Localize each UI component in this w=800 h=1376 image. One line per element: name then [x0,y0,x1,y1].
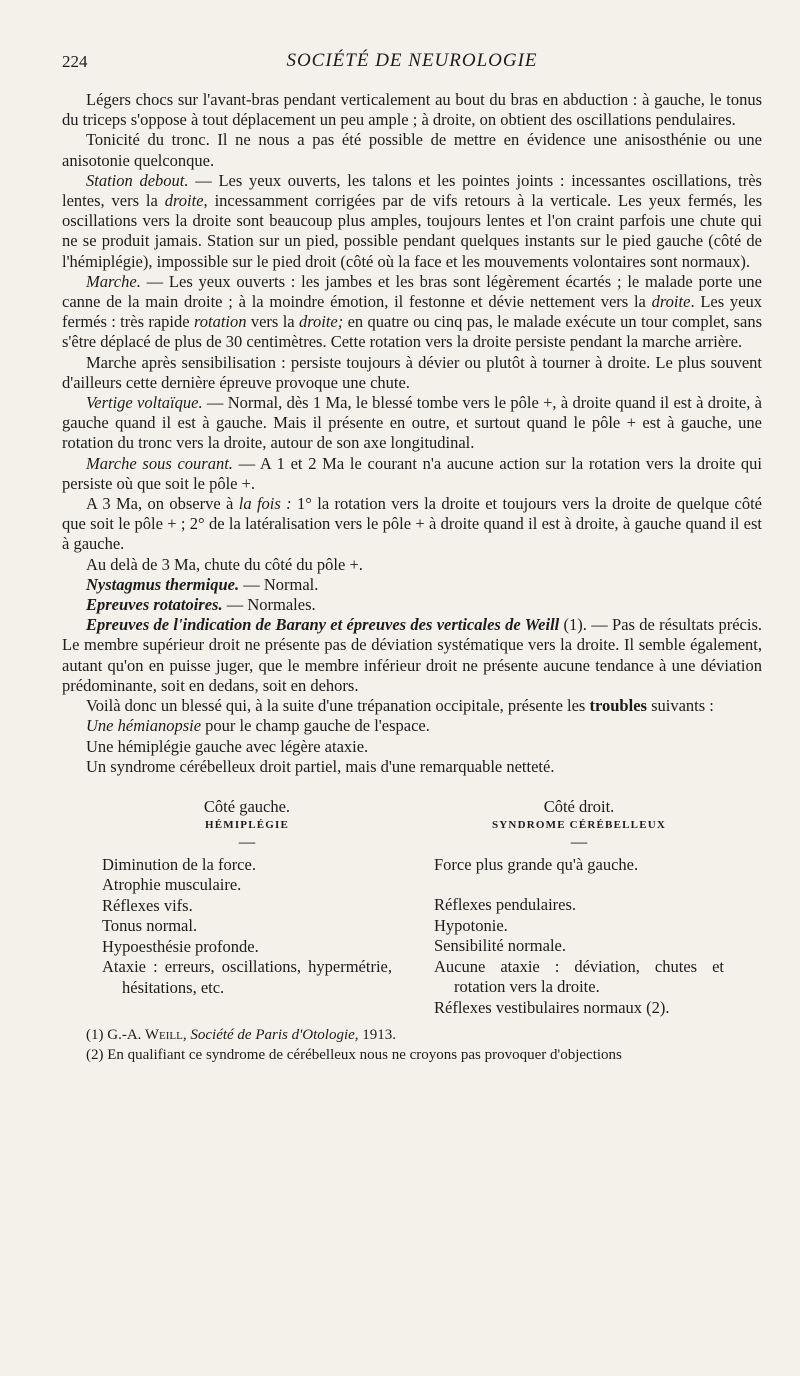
running-header [62,46,762,76]
right-column [434,797,724,1019]
body-text [62,90,762,777]
list-item: Tonus normal. [102,916,198,936]
page-number: 224 [62,52,88,71]
list-item: Réflexes vestibulaires normaux (2). [434,997,670,1017]
list-item: Sensibilité normale. [434,936,566,956]
list-item: Réflexes pendulaires. [434,895,577,915]
list-item: Force plus grande qu'à gauche. [434,854,639,874]
document-page [62,46,762,1065]
left-column [102,797,392,1019]
section-lead: Epreuves rotatoires. [86,595,223,615]
list-item: Ataxie : erreurs, oscillations, hypermétrie, hésitations, etc. [102,957,392,997]
footnote-1: (1) G.-A. Weill, Société de Paris d'Otologie, 1913. [86,1027,397,1044]
list-item: Hypotonie. [434,915,508,935]
list-item: Atrophie musculaire. [102,875,242,895]
paragraph-chute: Au delà de 3 Ma, chute du côté du pôle +. [86,554,363,574]
section-lead: Marche. [86,271,141,291]
paragraph-station-debout: Station debout. — Les yeux ouverts, les talons et les pointes joints : incessantes oscillations, très lentes, vers la droite, incessamment corrigées par de vifs retours à la verticale. Les yeux fermés, les oscillations vers la droite sont beaucoup plus amples, toujours lentes et l'on craint parfois une chute qui ne se produit jamais. Station sur un pied, possible pendant quelques instants sur le pied gauche (côté de l'hémiplégie), impossible sur le pied droit (côté où la face et les mouvements volontaires sont normaux). [62,170,762,271]
list-item: Hypoesthésie profonde. [102,936,259,956]
paragraph-hemiplegie: Une hémiplégie gauche avec légère ataxie. [86,736,369,756]
section-lead: Vertige voltaïque. [86,393,203,413]
footnotes [86,1026,762,1065]
paragraph-chocs: Légers chocs sur l'avant-bras pendant verticalement au bout du bras en abduction : à gauche, le tonus du triceps s'oppose à tout déplacement un peu ample ; à droite, on obtient des oscillations pendulaires. [62,90,762,130]
paragraph-rotatoires: Epreuves rotatoires. — Normales. [86,595,316,615]
journal-title: SOCIÉTÉ DE NEUROLOGIE [286,50,538,71]
left-column-heading: Côté gauche. [203,796,291,816]
paragraph-tonicite: Tonicité du tronc. Il ne nous a pas été possible de mettre en évidence une anisosthénie ou une anisotonie quelconque. [62,130,762,170]
paragraph-marche: Marche. — Les yeux ouverts : les jambes et les bras sont légèrement écartés ; le malade porte une canne de la main droite ; à la moindre émotion, il festonne et dévie nettement vers la droite. Les yeux fermés : très rapide rotation vers la droite; en quatre ou cinq pas, le malade exécute un tour complet, sans s'être déplacé de plus de 30 centimètres. Cette rotation vers la droite persiste pendant la marche arrière. [62,271,762,352]
paragraph-3ma: A 3 Ma, on observe à la fois : 1° la rotation vers la droite et toujours vers la droite de quelque côté que soit le pôle + ; 2° de la latéralisation vers le pôle + à droite quand il est à droite, à gauche quand il est à gauche. [62,494,763,554]
left-column-list [102,855,392,999]
paragraph-syndrome: Un syndrome cérébelleux droit partiel, mais d'une remarquable netteté. [86,756,555,776]
comparison-columns [62,797,762,1019]
paragraph-marche-courant: Marche sous courant. — A 1 et 2 Ma le courant n'a aucune action sur la rotation vers la droite qui persiste où que soit le pôle +. [62,453,763,493]
right-column-heading: Côté droit. [543,796,615,816]
paragraph-voila: Voilà donc un blessé qui, à la suite d'une trépanation occipitale, présente les troubles suivants : [86,696,714,716]
right-column-list [434,855,724,1019]
left-column-dash: — [238,831,256,851]
paragraph-barany: Epreuves de l'indication de Barany et épreuves des verticales de Weill (1). — Pas de résultats précis. Le membre supérieur droit ne présente pas de déviation systématique vers la droite. Il semble également, autant qu'on en puisse juger, que le membre inférieur droit ne présente aucune tendance à une déviation prédominante, soit en dedans, soit en dehors. [62,615,762,695]
paragraph-sensibilisation: Marche après sensibilisation : persiste toujours à dévier ou plutôt à tourner à droite. Le plus souvent d'ailleurs cette dernière épreuve provoque une chute. [62,352,762,392]
paragraph-vertige: Vertige voltaïque. — Normal, dès 1 Ma, le blessé tombe vers le pôle +, à droite quand il est à droite, à gauche quand il est à gauche. Mais il présente en outre, et surtout quand le pôle + est à gauche, une rotation du tronc vers la droite, autour de son axe longitudinal. [62,393,762,453]
section-lead: Marche sous courant. [86,453,233,473]
list-item: Diminution de la force. [102,854,256,874]
right-column-subheading: SYNDROME CÉRÉBELLEUX [491,818,667,831]
right-column-dash: — [570,831,588,851]
left-column-subheading: HÉMIPLÉGIE [204,818,290,831]
list-item: Réflexes vifs. [102,895,193,915]
paragraph-nystagmus: Nystagmus thermique. — Normal. [86,574,319,594]
footnote-ref[interactable]: (1). [559,615,587,635]
section-lead: Epreuves de l'indication de Barany et épreuves des verticales de Weill [86,615,560,635]
section-lead: Station debout. [86,170,189,190]
footnote-2: (2) En qualifiant ce syndrome de cérébelleux nous ne croyons pas provoquer d'objections [86,1046,622,1063]
section-lead: Nystagmus thermique. [86,574,240,594]
list-item: Aucune ataxie : déviation, chutes et rotation vers la droite. [434,956,724,997]
paragraph-hemianopsie: Une hémianopsie pour le champ gauche de l'espace. [86,716,430,736]
